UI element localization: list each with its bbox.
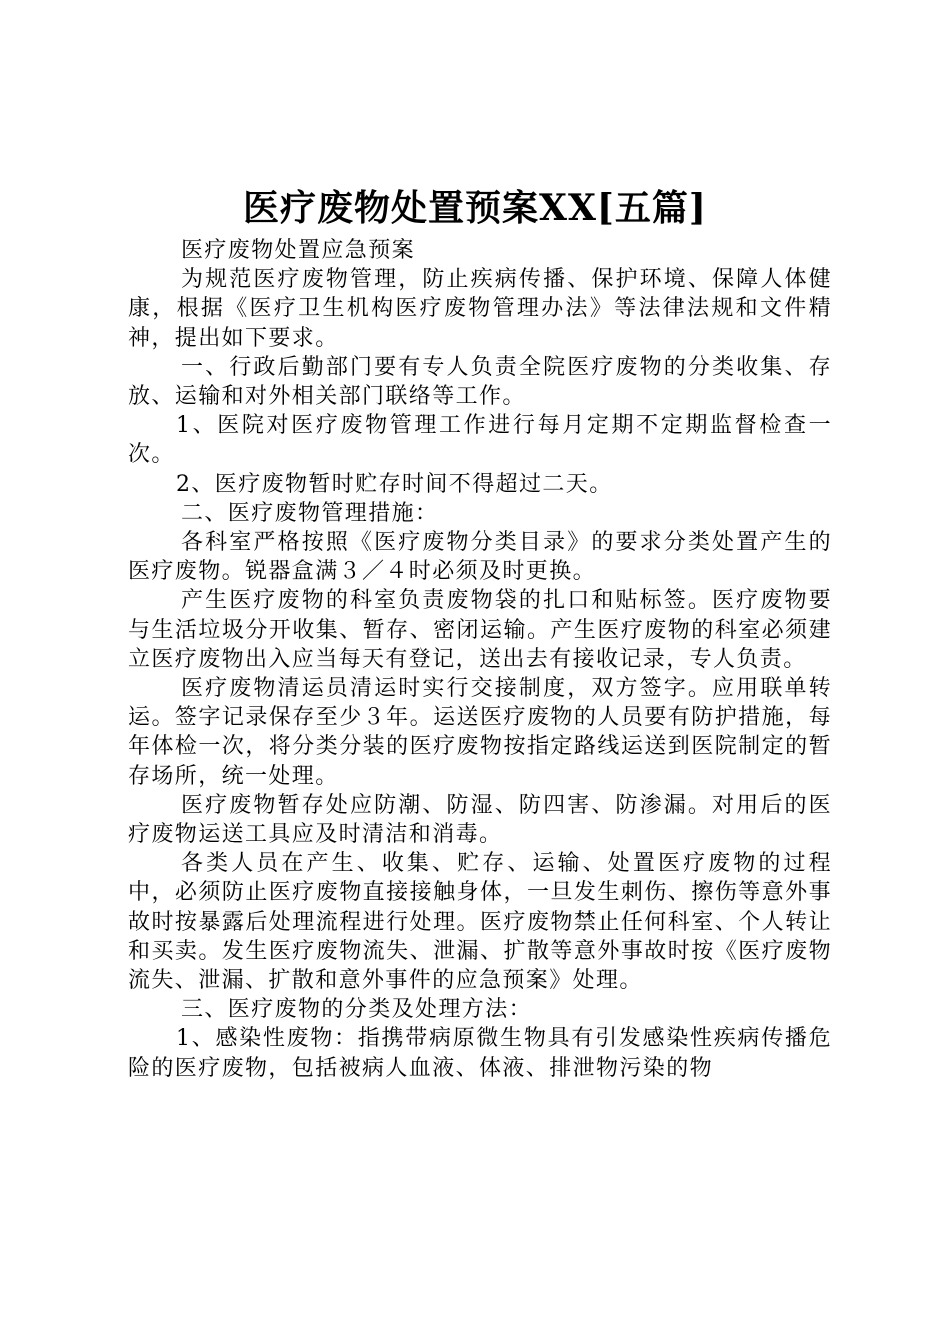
- paragraph: 一、行政后勤部门要有专人负责全院医疗废物的分类收集、存放、运输和对外相关部门联络等工作。: [128, 354, 832, 410]
- paragraph: 医疗废物暂存处应防潮、防湿、防四害、防渗漏。对用后的医疗废物运送工具应及时清洁和消毒。: [128, 792, 832, 848]
- document-title: 医疗废物处置预案XX[五篇]: [243, 187, 707, 229]
- paragraph: 产生医疗废物的科室负责废物袋的扎口和贴标签。医疗废物要与生活垃圾分开收集、暂存、密闭运输。产生医疗废物的科室必须建立医疗废物出入应当每天有登记，送出去有接收记录，专人负责。: [128, 588, 832, 672]
- paragraph: 1、感染性废物：指携带病原微生物具有引发感染性疾病传播危险的医疗废物，包括被病人血液、体液、排泄物污染的物: [128, 1026, 832, 1081]
- paragraph: 三、医疗废物的分类及处理方法：: [181, 997, 533, 1023]
- paragraph: 各类人员在产生、收集、贮存、运输、处置医疗废物的过程中，必须防止医疗废物直接接触身体，一旦发生刺伤、擦伤等意外事故时按暴露后处理流程进行处理。医疗废物禁止任何科室、个人转让和买卖。发生医疗废物流失、泄漏、扩散等意外事故时按《医疗废物流失、泄漏、扩散和意外事件的应急预案》处理。: [128, 851, 832, 994]
- paragraph: 医疗废物清运员清运时实行交接制度，双方签字。应用联单转运。签字记录保存至少３年。运送医疗废物的人员要有防护措施，每年体检一次，将分类分装的医疗废物按指定路线运送到医院制定的暂存场所，统一处理。: [128, 676, 832, 789]
- paragraph: 2、医疗废物暂时贮存时间不得超过二天。: [176, 471, 613, 497]
- paragraph: 各科室严格按照《医疗废物分类目录》的要求分类处置产生的医疗废物。锐器盒满３／４时必须及时更换。: [128, 530, 832, 585]
- document-body: [128, 236, 832, 1083]
- paragraph: 二、医疗废物管理措施：: [181, 500, 439, 526]
- paragraph: 为规范医疗废物管理，防止疾病传播、保护环境、保障人体健康，根据《医疗卫生机构医疗废物管理办法》等法律法规和文件精神，提出如下要求。: [128, 267, 832, 351]
- paragraph: 医疗废物处置应急预案: [181, 238, 416, 263]
- paragraph: 1、医院对医疗废物管理工作进行每月定期不定期监督检查一次。: [128, 413, 832, 468]
